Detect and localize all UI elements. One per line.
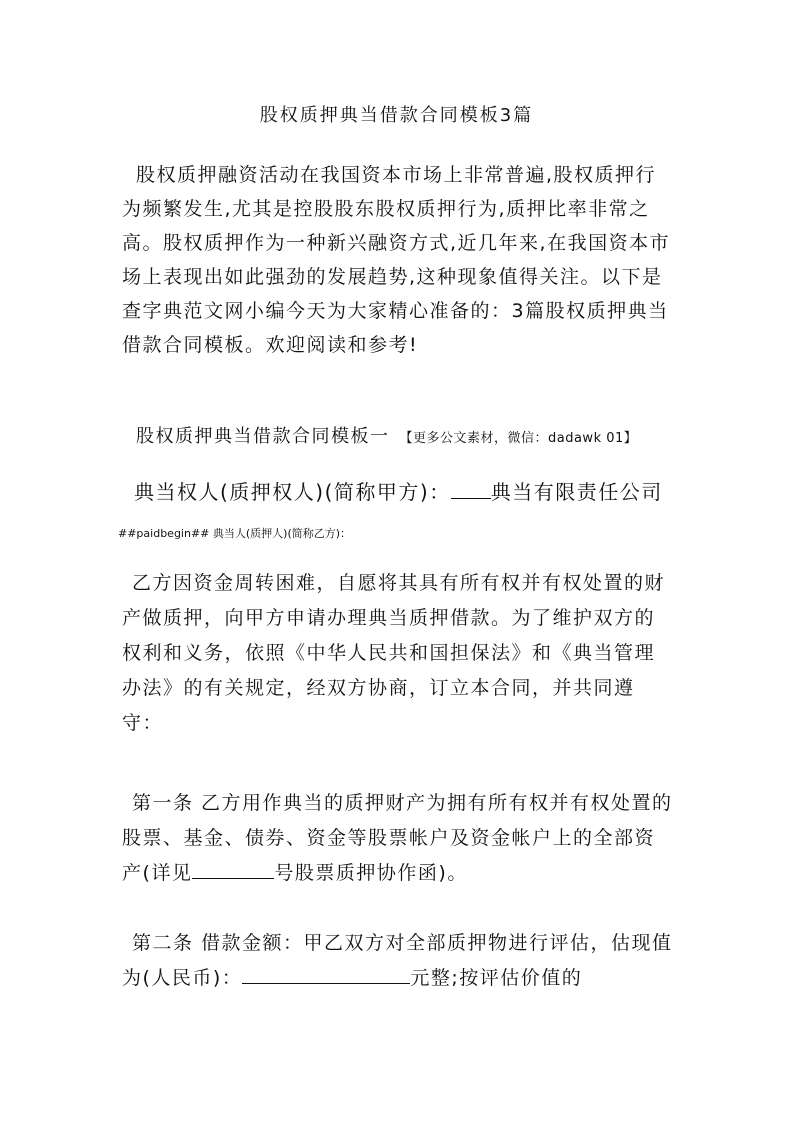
document-title: 股权质押典当借款合同模板3篇 [259,105,534,126]
pawnee-name-blank [451,480,491,499]
article-2 [122,926,674,996]
pawnee-suffix: 典当有限责任公司 [490,480,663,504]
paragraph-2: 乙方因资金周转困难，自愿将其具有所有权并有权处置的财产做质押，向甲方申请办理典当质押借款。为了维护双方的权利和义务，依照《中华人民共和国担保法》和《典当管理办法》的有关规定，经双方协商，订立本合同，并共同遵守： [122,572,666,734]
article-2-prefix: 第二条 借款金额：甲乙双方对全部质押物进行评估，估现值为(人民币)： [122,932,673,989]
intro-paragraph: 股权质押融资活动在我国资本市场上非常普遍,股权质押行为频繁发生,尤其是控股股东股权质押行为,质押比率非常之高。股权质押作为一种新兴融资方式,近几年来,在我国资本市场上表现出如此强劲的发展趋势,这种现象值得关注。以下是查字典范文网小编今天为大家精心准备的：3篇股权质押典当借款合同模板。欢迎阅读和参考! [122,164,671,356]
article-1-suffix: 号股票质押协作函)。 [274,862,468,884]
template-heading-text: 股权质押典当借款合同模板一 [136,426,390,447]
article-1-prefix: 第一条 乙方用作典当的质押财产为拥有所有权并有权处置的股票、基金、债券、资金等股票帐户及资金帐户上的全部资产(详见 [122,792,673,884]
pawnee-label: 典当权人(质押权人)(简称甲方)： [134,480,451,504]
pawnee-line [134,478,694,506]
article-1-blank [192,860,274,879]
pawnor-line: ##paidbegin## 典当人(质押人)(简称乙方)： [118,527,352,540]
promo-note: 【更多公文素材，微信：dadawk 01】 [399,431,638,446]
article-1 [122,786,674,891]
article-2-suffix: 元整;按评估价值的 [410,967,583,989]
article-2-blank [242,965,410,984]
template-heading [136,424,696,452]
